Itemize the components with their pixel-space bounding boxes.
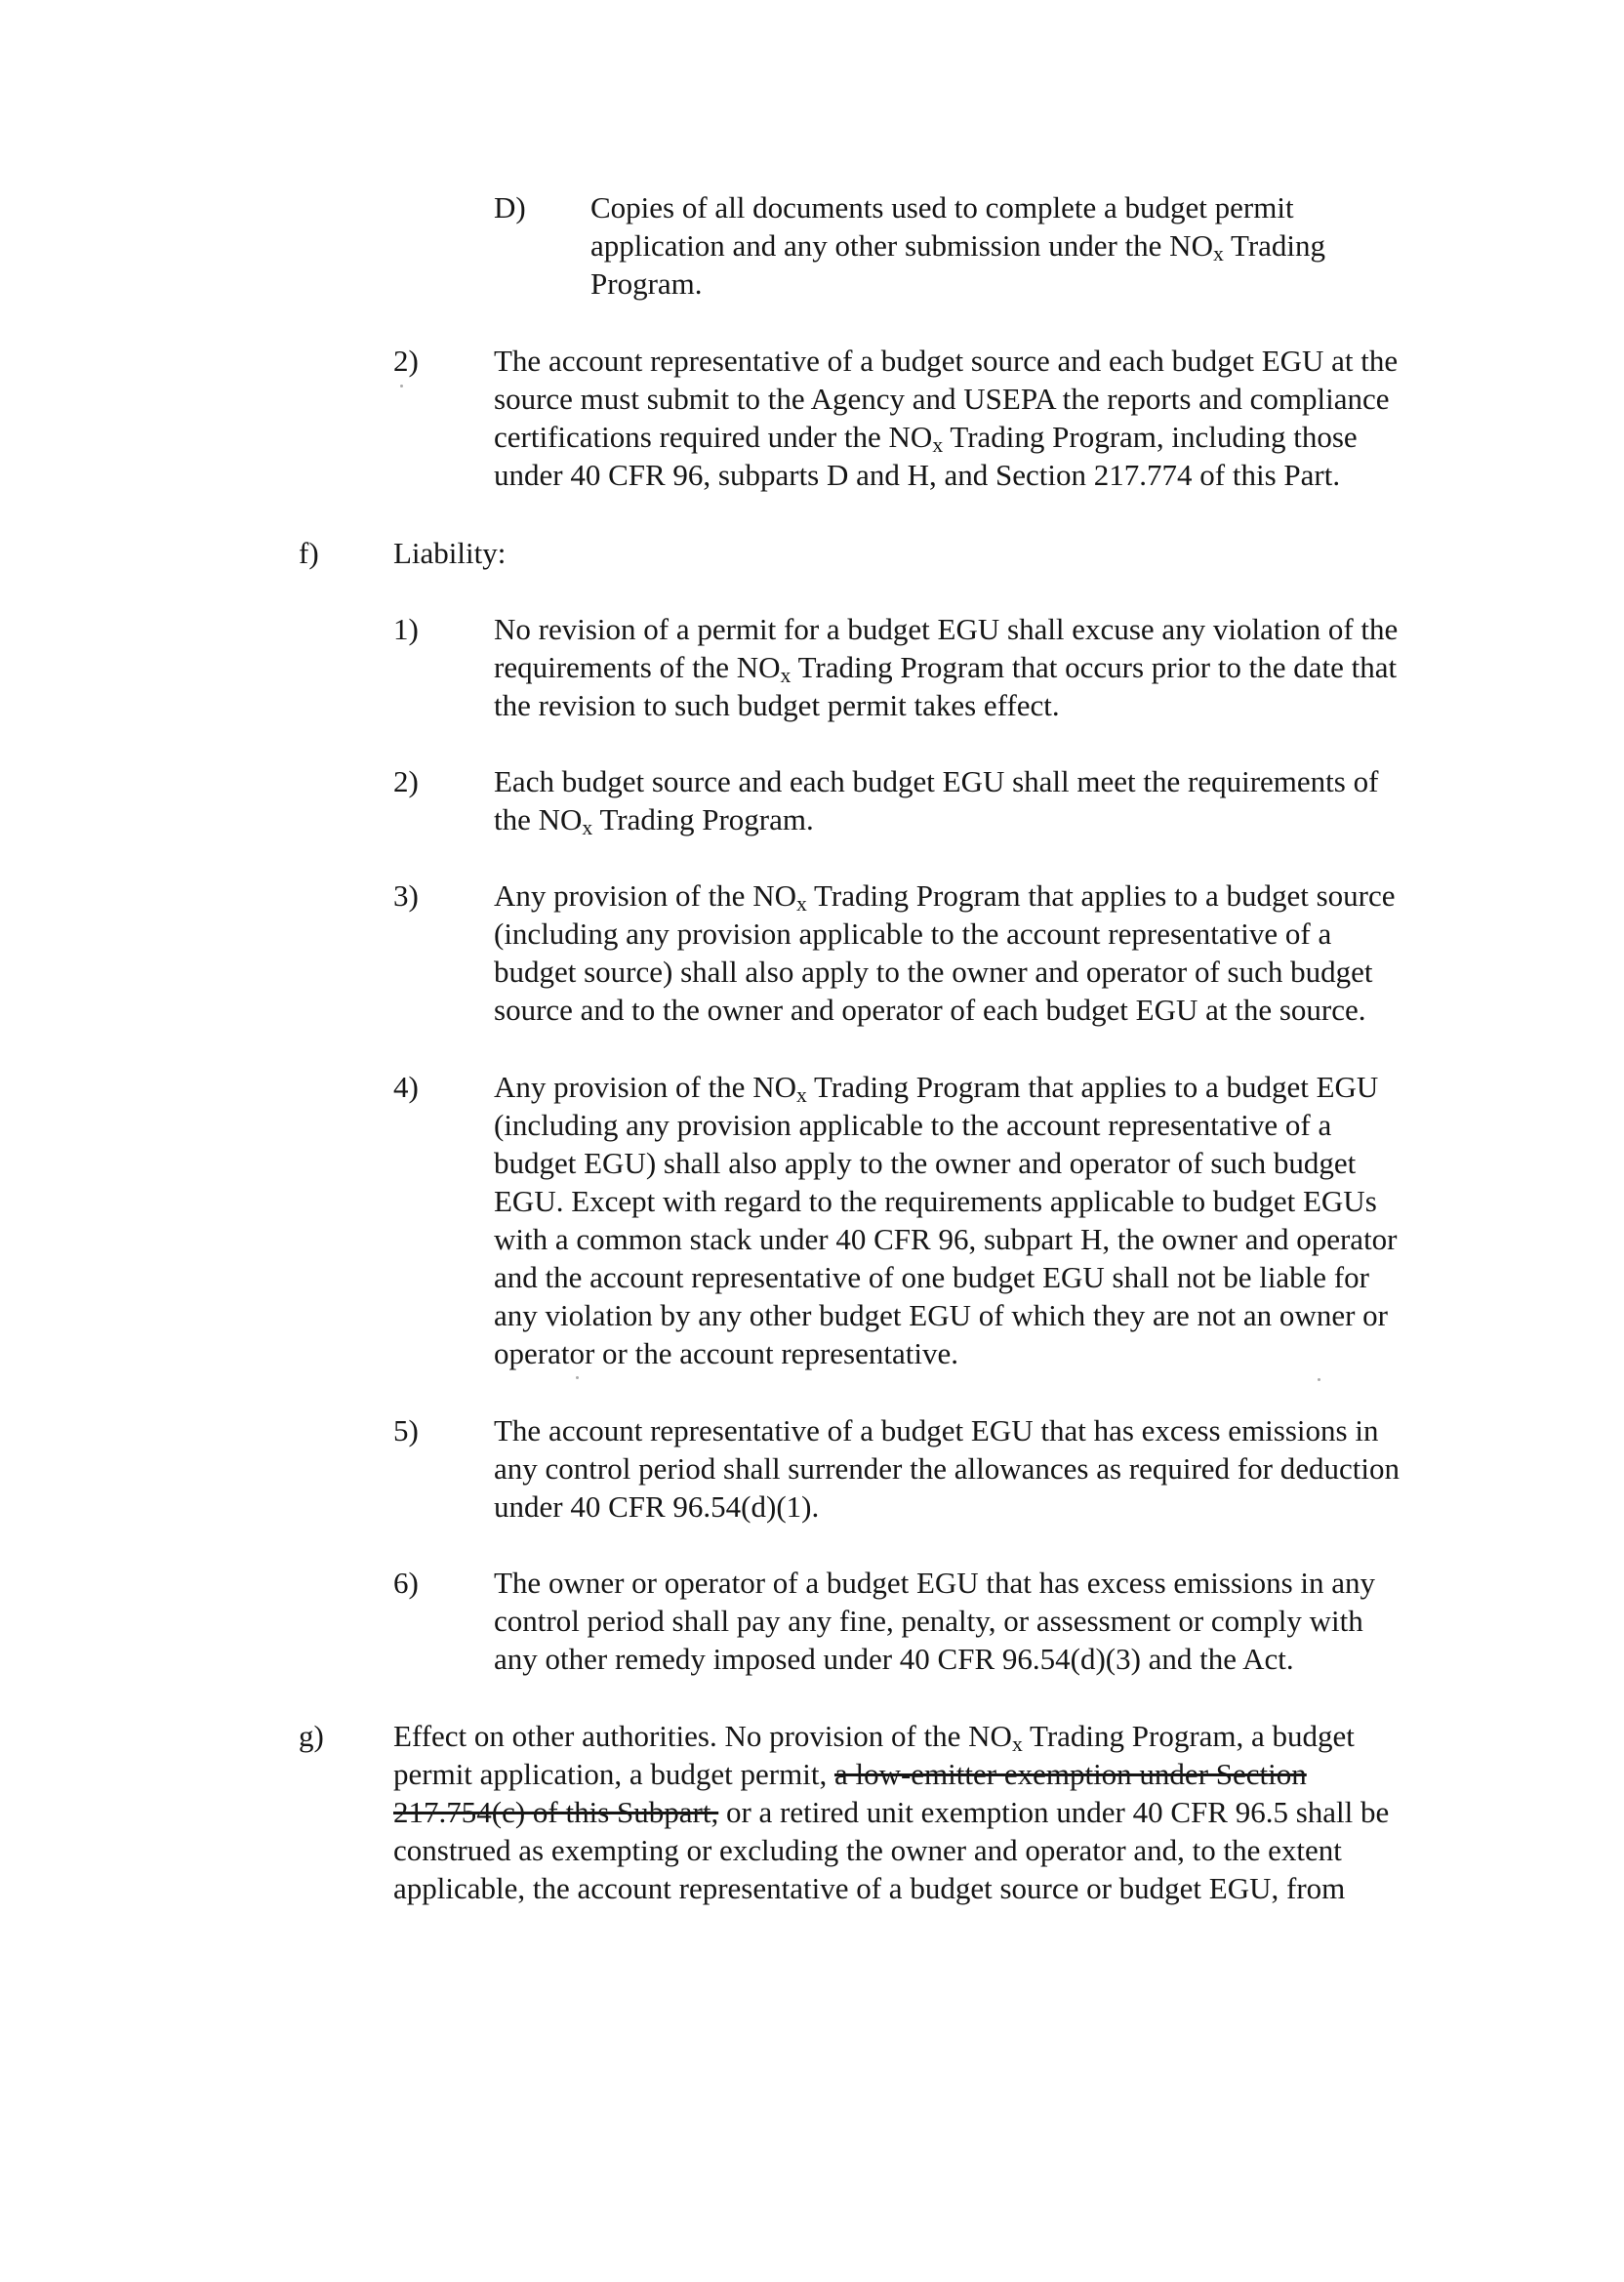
text-run: Trading Program. xyxy=(592,802,814,836)
text-line xyxy=(494,1487,1400,1526)
text-line xyxy=(494,1640,1375,1678)
text-run: applicable, the account representative of a budget source or budget EGU, from xyxy=(393,1871,1346,1905)
liability-item-label-6: 6) xyxy=(393,1566,419,1600)
text-line xyxy=(393,1717,1389,1755)
text-line xyxy=(393,1831,1389,1869)
text-run: or a retired unit exemption under 40 CFR 96.5 shall be xyxy=(718,1795,1390,1829)
text-line xyxy=(393,1793,1389,1831)
liability-item-2-text xyxy=(494,762,1378,838)
text-line xyxy=(494,953,1396,991)
text-line xyxy=(494,1106,1398,1144)
text-line xyxy=(494,915,1396,953)
text-line xyxy=(494,456,1398,494)
text-line xyxy=(494,762,1378,800)
item-label-d: D) xyxy=(494,190,526,224)
text-run: No revision of a permit for a budget EGU shall excuse any violation of the xyxy=(494,612,1399,646)
text-run: budget EGU) shall also apply to the owner and operator of such budget xyxy=(494,1146,1357,1180)
text-run: Liability: xyxy=(393,536,507,570)
text-run: Trading Program, a budget xyxy=(1022,1719,1355,1753)
subscript-x: x xyxy=(932,432,944,457)
text-line xyxy=(393,1755,1389,1793)
text-run: The account representative of a budget source and each budget EGU at the xyxy=(494,344,1399,378)
text-line xyxy=(494,648,1398,686)
subscript-x: x xyxy=(582,815,593,839)
text-run: requirements of the NO xyxy=(494,650,781,684)
liability-item-4-text xyxy=(494,1068,1398,1372)
text-run: The owner or operator of a budget EGU that has excess emissions in any xyxy=(494,1566,1376,1600)
text-run: any other remedy imposed under 40 CFR 96.54(d)(3) and the Act. xyxy=(494,1642,1294,1676)
section-g-text xyxy=(393,1717,1389,1907)
subscript-x: x xyxy=(1212,241,1224,265)
text-run: Each budget source and each budget EGU shall meet the requirements of xyxy=(494,764,1379,798)
text-run: construed as exempting or excluding the owner and operator and, to the extent xyxy=(393,1833,1342,1867)
text-line xyxy=(393,1869,1389,1907)
text-line xyxy=(494,800,1378,838)
text-run: Effect on other authorities. No provision of the NO xyxy=(393,1719,1012,1753)
liability-item-label-2: 2) xyxy=(393,764,419,798)
text-line xyxy=(393,534,506,572)
text-line xyxy=(494,1334,1398,1372)
text-run: under 40 CFR 96.54(d)(1). xyxy=(494,1489,820,1524)
liability-item-1-text xyxy=(494,610,1398,724)
text-run: with a common stack under 40 CFR 96, subpart H, the owner and operator xyxy=(494,1222,1398,1256)
text-line xyxy=(494,342,1398,380)
text-line xyxy=(494,1411,1400,1449)
text-run: Trading Program that applies to a budget source xyxy=(806,878,1396,913)
text-line xyxy=(494,1564,1375,1602)
scan-speck xyxy=(576,1376,579,1379)
subscript-x: x xyxy=(780,663,792,687)
text-run: under 40 CFR 96, subparts D and H, and Section 217.774 of this Part. xyxy=(494,458,1341,492)
struck-text: 217.754(c) of this Subpart, xyxy=(393,1795,719,1829)
text-line xyxy=(494,418,1398,456)
liability-item-label-5: 5) xyxy=(393,1413,419,1447)
struck-text: a low-emitter exemption under Section xyxy=(833,1757,1307,1791)
text-line xyxy=(494,1068,1398,1106)
liability-item-label-1: 1) xyxy=(393,612,419,646)
text-run: Any provision of the NO xyxy=(494,878,796,913)
text-run: (including any provision applicable to the account representative of a xyxy=(494,1108,1332,1142)
text-line xyxy=(494,686,1398,724)
text-line xyxy=(494,1258,1398,1296)
text-run: The account representative of a budget EGU that has excess emissions in xyxy=(494,1413,1379,1447)
section-label-f: f) xyxy=(299,536,319,570)
text-run: source and to the owner and operator of each budget EGU at the source. xyxy=(494,993,1366,1027)
section-label-g: g) xyxy=(299,1719,324,1753)
text-run: permit application, a budget permit, xyxy=(393,1757,834,1791)
text-run: EGU. Except with regard to the requirements applicable to budget EGUs xyxy=(494,1184,1377,1218)
text-line xyxy=(494,876,1396,915)
text-run: Trading Program that occurs prior to the date that xyxy=(791,650,1398,684)
scan-speck xyxy=(400,385,403,387)
liability-item-6-text xyxy=(494,1564,1375,1678)
subscript-x: x xyxy=(795,891,807,916)
text-run: Program. xyxy=(590,266,703,301)
text-run: source must submit to the Agency and USEPA the reports and compliance xyxy=(494,382,1390,416)
subscript-x: x xyxy=(795,1082,807,1107)
text-run: Trading xyxy=(1223,228,1326,263)
text-line xyxy=(494,1144,1398,1182)
text-line xyxy=(494,991,1396,1029)
text-run: Any provision of the NO xyxy=(494,1070,796,1104)
text-line xyxy=(494,1220,1398,1258)
text-run: any violation by any other budget EGU of which they are not an owner or xyxy=(494,1298,1388,1332)
text-run: the revision to such budget permit takes effect. xyxy=(494,688,1060,722)
text-line xyxy=(494,1296,1398,1334)
item-label-2: 2) xyxy=(393,344,419,378)
text-run: Copies of all documents used to complete a budget permit xyxy=(590,190,1294,224)
text-line xyxy=(494,610,1398,648)
text-line xyxy=(494,380,1398,418)
text-line xyxy=(494,1449,1400,1487)
text-line xyxy=(590,226,1325,265)
item-2-text xyxy=(494,342,1398,494)
text-run: control period shall pay any fine, penalty, or assessment or comply with xyxy=(494,1604,1363,1638)
text-run: budget source) shall also apply to the owner and operator of such budget xyxy=(494,955,1373,989)
liability-item-3-text xyxy=(494,876,1396,1029)
text-run: any control period shall surrender the allowances as required for deduction xyxy=(494,1451,1400,1486)
text-line xyxy=(494,1182,1398,1220)
scan-speck xyxy=(1318,1378,1320,1381)
text-line xyxy=(590,265,1325,303)
section-f-heading xyxy=(393,534,506,572)
liability-item-5-text xyxy=(494,1411,1400,1526)
text-run: Trading Program that applies to a budget EGU xyxy=(806,1070,1379,1104)
text-run: and the account representative of one budget EGU shall not be liable for xyxy=(494,1260,1369,1294)
text-run: the NO xyxy=(494,802,583,836)
text-run: operator or the account representative. xyxy=(494,1336,958,1370)
text-run: Trading Program, including those xyxy=(943,420,1358,454)
liability-item-label-3: 3) xyxy=(393,878,419,913)
text-run: (including any provision applicable to the account representative of a xyxy=(494,917,1332,951)
liability-item-label-4: 4) xyxy=(393,1070,419,1104)
text-line xyxy=(590,188,1325,226)
text-run: application and any other submission under the NO xyxy=(590,228,1213,263)
subscript-x: x xyxy=(1011,1732,1023,1756)
text-run: certifications required under the NO xyxy=(494,420,933,454)
item-d-text xyxy=(590,188,1325,303)
text-line xyxy=(494,1602,1375,1640)
